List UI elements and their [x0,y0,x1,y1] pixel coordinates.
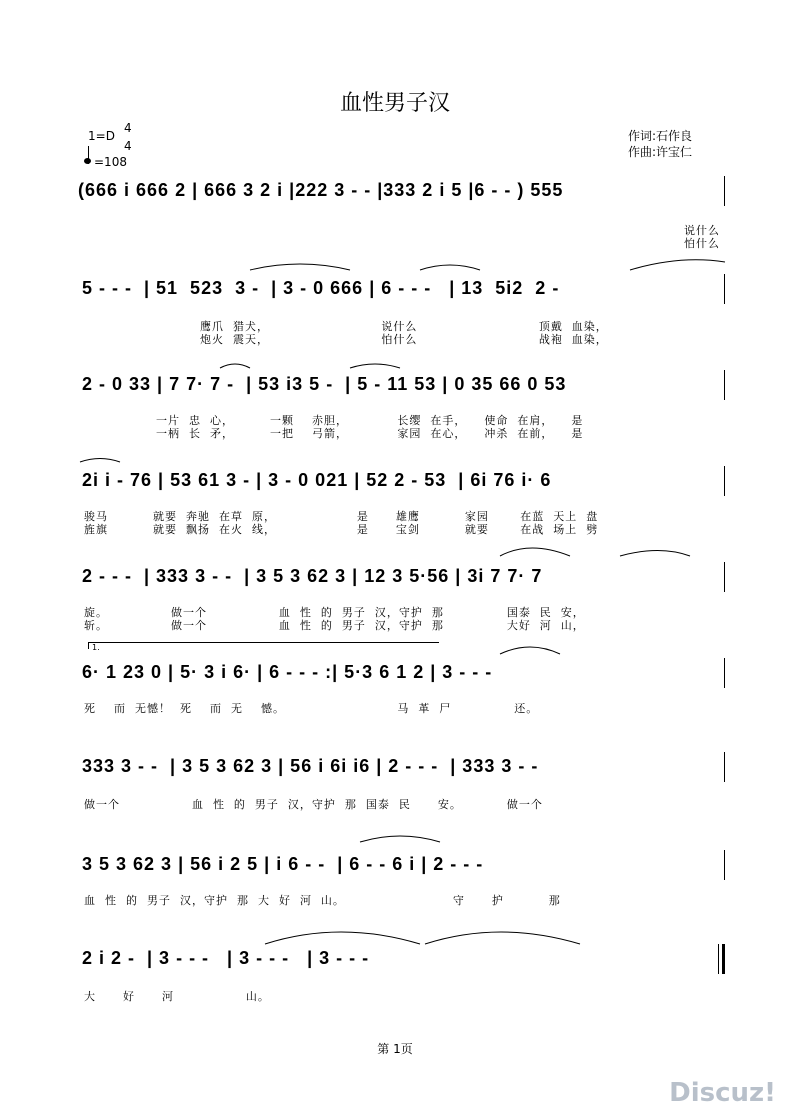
slur [265,932,420,944]
barline-end-1 [724,176,725,206]
time-signature-bottom: 4 [124,139,132,153]
barline-end-5 [724,562,725,592]
lyrics-line-3-verse-2: 一柄 长 矛， 一把 弓箭， 家园 在心， 冲杀 在前， 是 [156,427,584,440]
quarter-note-icon [84,158,91,164]
lyrics-line-2-verse-1: 鹰爪 猎犬， 说什么 顶戴 血染， [200,320,608,333]
notation-line-2: 5 - - - | 51 523 3 - | 3 - 0 666 | 6 - - - | 13 5i2 2 - [82,278,560,298]
slur [360,836,440,842]
lyrics-line-7: 做一个 血 性 的 男子 汉，守护 那 国泰 民 安。 做一个 [84,798,543,811]
lyrics-line-4-verse-2: 旌旗 就要 飘扬 在火 线， 是 宝剑 就要 在战 场上 劈 [84,523,599,536]
barline-end-2 [724,274,725,304]
slur [80,459,120,463]
barline-end-8 [724,850,725,880]
final-barline-thick [722,944,725,974]
notation-line-1: (666 i 666 2 | 666 3 2 i |222 3 - - |333 2 i 5 |6 - - ) 555 [78,180,564,200]
lyrics-line-5-verse-2: 斩。 做一个 血 性 的 男子 汉，守护 那 大好 河 山， [84,619,585,632]
page-title: 血性男子汉 [339,91,450,116]
tempo-marking: =108 [94,155,127,169]
lyrics-line-8: 血 性 的 男子 汉，守护 那 大 好 河 山。 守 护 那 [84,894,561,907]
slur [250,264,350,270]
lyrics-line-6: 死 而 无憾！ 死 而 无 憾。 马 革 尸 还。 [84,702,539,715]
notation-line-7: 333 3 - - | 3 5 3 62 3 | 56 i 6i i6 | 2 - - - | 333 3 - - [82,756,539,776]
lyrics-line-4-verse-1: 骏马 就要 奔驰 在草 原， 是 雄鹰 家园 在蓝 天上 盘 [84,510,599,523]
slur [350,364,400,368]
barline-end-7 [724,752,725,782]
barline-end-4 [724,466,725,496]
slur [220,364,250,368]
watermark-logo: Discuz! [669,1078,776,1108]
notation-line-6: 6· 1 23 0 | 5· 3 i 6· | 6 - - - :| 5·3 6 1 2 | 3 - - - [82,662,493,682]
lyrics-line-3-verse-1: 一片 忠 心， 一颗 赤胆， 长缨 在手， 使命 在肩， 是 [156,414,584,427]
notation-line-3: 2 - 0 33 | 7 7· 7 - | 53 i3 5 - | 5 - 11 53 | 0 35 66 0 53 [82,374,567,394]
lyrics-line-5-verse-1: 旋。 做一个 血 性 的 男子 汉，守护 那 国泰 民 安， [84,606,585,619]
volta-bracket [88,642,439,649]
lyrics-line-1-verse-2: 怕什么 [684,237,720,250]
slur [425,932,580,944]
lyrics-line-2-verse-2: 炮火 震天， 怕什么 战袍 血染， [200,333,608,346]
barline-end-3 [724,370,725,400]
slur [500,647,560,654]
final-barline-thin [718,944,719,974]
slur [620,551,690,557]
notation-line-5: 2 - - - | 333 3 - - | 3 5 3 62 3 | 12 3 5·56 | 3i 7 7· 7 [82,566,543,586]
notation-line-8: 3 5 3 62 3 | 56 i 2 5 | i 6 - - | 6 - - 6 i | 2 - - - [82,854,484,874]
slur [630,260,725,270]
notation-line-9: 2 i 2 - | 3 - - - | 3 - - - | 3 - - - [82,948,370,968]
slur [420,265,480,270]
notation-line-4: 2i i - 76 | 53 61 3 - | 3 - 0 021 | 52 2 - 53 | 6i 76 i· 6 [82,470,552,490]
lyrics-line-9: 大 好 河 山。 [84,990,270,1003]
lyrics-line-1-verse-1: 说什么 [684,224,720,237]
time-signature-top: 4 [124,121,132,135]
barline-end-6 [724,658,725,688]
volta-label: 1. [92,643,100,652]
page-number: 第 1页 [377,1042,413,1056]
composer: 作曲:许宝仁 [628,145,693,159]
lyricist: 作词:石作良 [628,129,693,143]
slur [500,548,570,556]
key-signature: 1=D [88,129,115,143]
